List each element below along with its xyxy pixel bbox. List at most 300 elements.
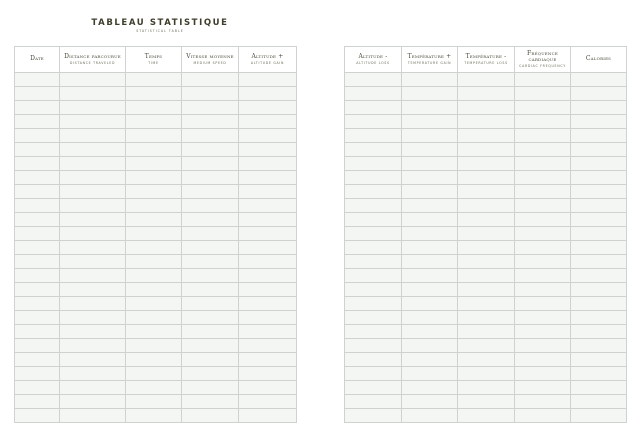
- table-row: [15, 101, 297, 115]
- table-cell: [126, 185, 182, 199]
- table-cell: [15, 199, 60, 213]
- table-cell: [515, 297, 571, 311]
- table-cell: [182, 367, 239, 381]
- table-cell: [402, 269, 458, 283]
- table-cell: [126, 157, 182, 171]
- table-cell: [402, 311, 458, 325]
- left-statistics-table: [14, 46, 297, 423]
- table-cell: [515, 395, 571, 409]
- table-cell: [239, 409, 297, 423]
- table-cell: [15, 129, 60, 143]
- column-header-date: [15, 47, 60, 73]
- table-cell: [60, 381, 126, 395]
- column-sublabel: DISTANCE TRAVELED: [69, 61, 116, 66]
- table-cell: [182, 311, 239, 325]
- table-cell: [402, 297, 458, 311]
- table-cell: [458, 381, 515, 395]
- table-cell: [239, 241, 297, 255]
- table-cell: [60, 185, 126, 199]
- table-cell: [345, 311, 402, 325]
- table-cell: [126, 171, 182, 185]
- table-cell: [458, 199, 515, 213]
- table-row: [15, 325, 297, 339]
- table-row: [345, 325, 627, 339]
- table-cell: [515, 143, 571, 157]
- table-cell: [571, 269, 627, 283]
- table-cell: [60, 297, 126, 311]
- table-row: [15, 353, 297, 367]
- table-cell: [515, 213, 571, 227]
- table-cell: [239, 185, 297, 199]
- table-row: [15, 143, 297, 157]
- header-row: [15, 47, 297, 73]
- table-row: [15, 255, 297, 269]
- table-cell: [345, 213, 402, 227]
- table-row: [345, 367, 627, 381]
- table-row: [345, 269, 627, 283]
- table-cell: [571, 73, 627, 87]
- table-cell: [571, 367, 627, 381]
- column-header-speed: [182, 47, 239, 73]
- column-sublabel: ALTITUDE GAIN: [250, 61, 285, 66]
- table-row: [345, 353, 627, 367]
- table-cell: [126, 297, 182, 311]
- table-cell: [515, 339, 571, 353]
- column-label: Altitude +: [251, 52, 284, 60]
- table-cell: [15, 101, 60, 115]
- table-row: [345, 213, 627, 227]
- table-cell: [458, 227, 515, 241]
- table-cell: [458, 241, 515, 255]
- table-cell: [126, 255, 182, 269]
- table-cell: [239, 87, 297, 101]
- table-cell: [345, 101, 402, 115]
- table-cell: [571, 409, 627, 423]
- table-cell: [458, 129, 515, 143]
- table-cell: [515, 129, 571, 143]
- table-cell: [571, 353, 627, 367]
- table-cell: [182, 171, 239, 185]
- table-cell: [239, 213, 297, 227]
- table-cell: [402, 171, 458, 185]
- table-cell: [126, 395, 182, 409]
- table-cell: [60, 367, 126, 381]
- table-cell: [571, 255, 627, 269]
- table-cell: [345, 199, 402, 213]
- table-cell: [182, 353, 239, 367]
- table-cell: [402, 255, 458, 269]
- table-cell: [239, 311, 297, 325]
- table-cell: [345, 395, 402, 409]
- table-row: [345, 199, 627, 213]
- table-row: [15, 409, 297, 423]
- table-cell: [345, 87, 402, 101]
- table-cell: [182, 185, 239, 199]
- table-cell: [239, 73, 297, 87]
- table-cell: [15, 73, 60, 87]
- table-cell: [458, 353, 515, 367]
- table-cell: [239, 339, 297, 353]
- table-cell: [60, 325, 126, 339]
- table-row: [15, 381, 297, 395]
- table-cell: [182, 269, 239, 283]
- table-row: [345, 297, 627, 311]
- table-cell: [15, 115, 60, 129]
- table-cell: [15, 325, 60, 339]
- table-row: [15, 115, 297, 129]
- table-row: [345, 185, 627, 199]
- table-cell: [458, 185, 515, 199]
- table-cell: [345, 339, 402, 353]
- table-cell: [60, 255, 126, 269]
- table-cell: [15, 269, 60, 283]
- table-cell: [126, 227, 182, 241]
- table-cell: [15, 255, 60, 269]
- table-cell: [239, 269, 297, 283]
- table-cell: [571, 129, 627, 143]
- table-cell: [402, 73, 458, 87]
- table-cell: [345, 185, 402, 199]
- table-cell: [402, 129, 458, 143]
- table-cell: [402, 381, 458, 395]
- table-cell: [345, 227, 402, 241]
- column-sublabel: TEMPERATURE GAIN: [407, 61, 452, 66]
- table-cell: [60, 157, 126, 171]
- table-cell: [402, 325, 458, 339]
- table-row: [15, 395, 297, 409]
- table-cell: [345, 269, 402, 283]
- table-cell: [60, 199, 126, 213]
- table-cell: [402, 283, 458, 297]
- table-cell: [571, 199, 627, 213]
- column-label: Vitesse moyenne: [186, 52, 234, 60]
- table-cell: [402, 395, 458, 409]
- table-cell: [402, 409, 458, 423]
- table-cell: [60, 339, 126, 353]
- table-cell: [458, 367, 515, 381]
- table-cell: [402, 339, 458, 353]
- column-label: Fréquence cardiaque: [527, 49, 558, 63]
- table-cell: [458, 73, 515, 87]
- table-cell: [345, 115, 402, 129]
- table-cell: [515, 87, 571, 101]
- table-cell: [15, 185, 60, 199]
- table-row: [15, 171, 297, 185]
- table-row: [345, 87, 627, 101]
- table-cell: [182, 199, 239, 213]
- table-cell: [345, 381, 402, 395]
- table-cell: [515, 73, 571, 87]
- table-row: [345, 381, 627, 395]
- column-header-altitude-gain: [239, 47, 297, 73]
- table-cell: [571, 157, 627, 171]
- table-cell: [345, 409, 402, 423]
- table-cell: [345, 129, 402, 143]
- column-header-altitude-loss: [345, 47, 402, 73]
- column-header-cardiac-frequency: [515, 47, 571, 73]
- table-cell: [571, 213, 627, 227]
- table-cell: [458, 339, 515, 353]
- table-cell: [402, 143, 458, 157]
- table-cell: [239, 157, 297, 171]
- table-cell: [15, 241, 60, 255]
- table-cell: [345, 353, 402, 367]
- table-cell: [182, 227, 239, 241]
- table-row: [345, 73, 627, 87]
- table-cell: [571, 87, 627, 101]
- table-cell: [239, 353, 297, 367]
- table-cell: [182, 101, 239, 115]
- table-cell: [15, 381, 60, 395]
- column-header-distance: [60, 47, 126, 73]
- table-cell: [15, 227, 60, 241]
- table-cell: [182, 129, 239, 143]
- table-row: [345, 339, 627, 353]
- column-label: Altitude -: [358, 52, 388, 60]
- table-cell: [182, 87, 239, 101]
- page-header: [60, 18, 260, 33]
- table-cell: [60, 395, 126, 409]
- table-row: [345, 227, 627, 241]
- table-cell: [182, 157, 239, 171]
- table-cell: [126, 269, 182, 283]
- table-cell: [126, 213, 182, 227]
- table-cell: [126, 311, 182, 325]
- table-cell: [515, 115, 571, 129]
- column-sublabel: MEDIUM SPEED: [193, 61, 227, 66]
- table-cell: [458, 269, 515, 283]
- table-cell: [126, 73, 182, 87]
- table-cell: [571, 227, 627, 241]
- table-cell: [345, 367, 402, 381]
- right-statistics-table: [344, 46, 627, 423]
- table-row: [15, 157, 297, 171]
- header-row: [345, 47, 627, 73]
- table-cell: [458, 395, 515, 409]
- table-cell: [126, 143, 182, 157]
- table-cell: [458, 171, 515, 185]
- table-cell: [182, 381, 239, 395]
- table-cell: [515, 171, 571, 185]
- table-cell: [15, 171, 60, 185]
- table-cell: [60, 129, 126, 143]
- table-cell: [571, 311, 627, 325]
- table-row: [15, 87, 297, 101]
- column-label: Temps: [144, 52, 163, 60]
- table-cell: [345, 157, 402, 171]
- table-cell: [126, 325, 182, 339]
- table-cell: [60, 143, 126, 157]
- table-cell: [239, 325, 297, 339]
- table-row: [15, 367, 297, 381]
- table-cell: [571, 185, 627, 199]
- table-cell: [515, 283, 571, 297]
- table-cell: [239, 395, 297, 409]
- table-cell: [182, 339, 239, 353]
- table-cell: [345, 283, 402, 297]
- table-cell: [239, 367, 297, 381]
- column-label: Calories: [585, 54, 612, 62]
- table-cell: [458, 325, 515, 339]
- column-label: Température -: [465, 52, 507, 60]
- table-row: [345, 283, 627, 297]
- table-cell: [345, 325, 402, 339]
- table-cell: [126, 241, 182, 255]
- table-cell: [239, 101, 297, 115]
- column-sublabel: TIME: [148, 61, 159, 66]
- table-cell: [60, 213, 126, 227]
- table-cell: [571, 115, 627, 129]
- table-row: [15, 199, 297, 213]
- table-cell: [126, 129, 182, 143]
- table-cell: [345, 241, 402, 255]
- table-cell: [126, 367, 182, 381]
- table-cell: [402, 87, 458, 101]
- table-cell: [239, 255, 297, 269]
- table-row: [345, 255, 627, 269]
- table-cell: [571, 101, 627, 115]
- table-row: [345, 241, 627, 255]
- table-cell: [458, 283, 515, 297]
- table-cell: [515, 325, 571, 339]
- table-cell: [345, 143, 402, 157]
- table-cell: [571, 381, 627, 395]
- table-row: [345, 157, 627, 171]
- column-sublabel: CARDIAC FREQUENCY: [519, 64, 566, 69]
- column-sublabel: TEMPERATURE LOSS: [464, 61, 508, 66]
- table-cell: [15, 213, 60, 227]
- table-cell: [571, 339, 627, 353]
- table-cell: [458, 311, 515, 325]
- column-header-temperature-gain: [402, 47, 458, 73]
- table-cell: [458, 213, 515, 227]
- table-cell: [182, 143, 239, 157]
- table-cell: [458, 143, 515, 157]
- table-cell: [402, 367, 458, 381]
- table-cell: [345, 73, 402, 87]
- table-cell: [182, 255, 239, 269]
- table-cell: [571, 395, 627, 409]
- column-header-time: [126, 47, 182, 73]
- table-cell: [182, 325, 239, 339]
- table-cell: [182, 297, 239, 311]
- table-cell: [402, 227, 458, 241]
- table-cell: [15, 353, 60, 367]
- table-cell: [15, 409, 60, 423]
- table-cell: [60, 115, 126, 129]
- table-cell: [571, 325, 627, 339]
- table-cell: [126, 353, 182, 367]
- table-cell: [458, 297, 515, 311]
- table-cell: [60, 283, 126, 297]
- table-cell: [571, 297, 627, 311]
- table-cell: [402, 185, 458, 199]
- table-cell: [515, 409, 571, 423]
- table-cell: [126, 339, 182, 353]
- table-row: [345, 409, 627, 423]
- table-row: [15, 129, 297, 143]
- column-header-calories: [571, 47, 627, 73]
- table-cell: [402, 101, 458, 115]
- table-cell: [239, 143, 297, 157]
- table-cell: [15, 157, 60, 171]
- table-cell: [571, 283, 627, 297]
- table-row: [15, 283, 297, 297]
- table-row: [345, 143, 627, 157]
- table-cell: [239, 297, 297, 311]
- table-cell: [182, 283, 239, 297]
- table-cell: [515, 157, 571, 171]
- table-cell: [458, 101, 515, 115]
- table-cell: [126, 283, 182, 297]
- table-cell: [60, 409, 126, 423]
- table-row: [345, 115, 627, 129]
- table-cell: [182, 409, 239, 423]
- table-cell: [126, 409, 182, 423]
- page-subtitle: STATISTICAL TABLE: [136, 29, 184, 33]
- table-cell: [515, 241, 571, 255]
- table-cell: [515, 255, 571, 269]
- table-row: [15, 185, 297, 199]
- table-body: [345, 73, 627, 423]
- table-cell: [239, 381, 297, 395]
- table-cell: [345, 171, 402, 185]
- table-cell: [182, 241, 239, 255]
- table-cell: [60, 269, 126, 283]
- table-cell: [182, 73, 239, 87]
- table-cell: [15, 283, 60, 297]
- table-cell: [515, 199, 571, 213]
- table-row: [15, 297, 297, 311]
- table-cell: [15, 143, 60, 157]
- table-row: [345, 171, 627, 185]
- table-cell: [458, 409, 515, 423]
- table-cell: [126, 199, 182, 213]
- table-row: [345, 129, 627, 143]
- table-cell: [402, 353, 458, 367]
- table-cell: [402, 199, 458, 213]
- table-cell: [458, 255, 515, 269]
- table-cell: [60, 353, 126, 367]
- table-cell: [571, 241, 627, 255]
- table-cell: [60, 311, 126, 325]
- table-cell: [515, 381, 571, 395]
- table-cell: [15, 395, 60, 409]
- table-cell: [126, 381, 182, 395]
- table-cell: [239, 115, 297, 129]
- table-cell: [60, 101, 126, 115]
- table-cell: [239, 227, 297, 241]
- table-cell: [126, 87, 182, 101]
- table-cell: [458, 115, 515, 129]
- table-cell: [402, 213, 458, 227]
- table-cell: [182, 213, 239, 227]
- table-row: [15, 227, 297, 241]
- column-header-temperature-loss: [458, 47, 515, 73]
- table-cell: [402, 241, 458, 255]
- table-row: [15, 73, 297, 87]
- table-cell: [15, 339, 60, 353]
- column-label: Température +: [407, 52, 452, 60]
- table-cell: [15, 367, 60, 381]
- table-cell: [515, 367, 571, 381]
- column-label: Distance parcourue: [64, 52, 121, 60]
- table-cell: [345, 255, 402, 269]
- table-cell: [515, 227, 571, 241]
- table-row: [345, 395, 627, 409]
- table-row: [15, 339, 297, 353]
- page-title: TABLEAU STATISTIQUE: [91, 18, 229, 28]
